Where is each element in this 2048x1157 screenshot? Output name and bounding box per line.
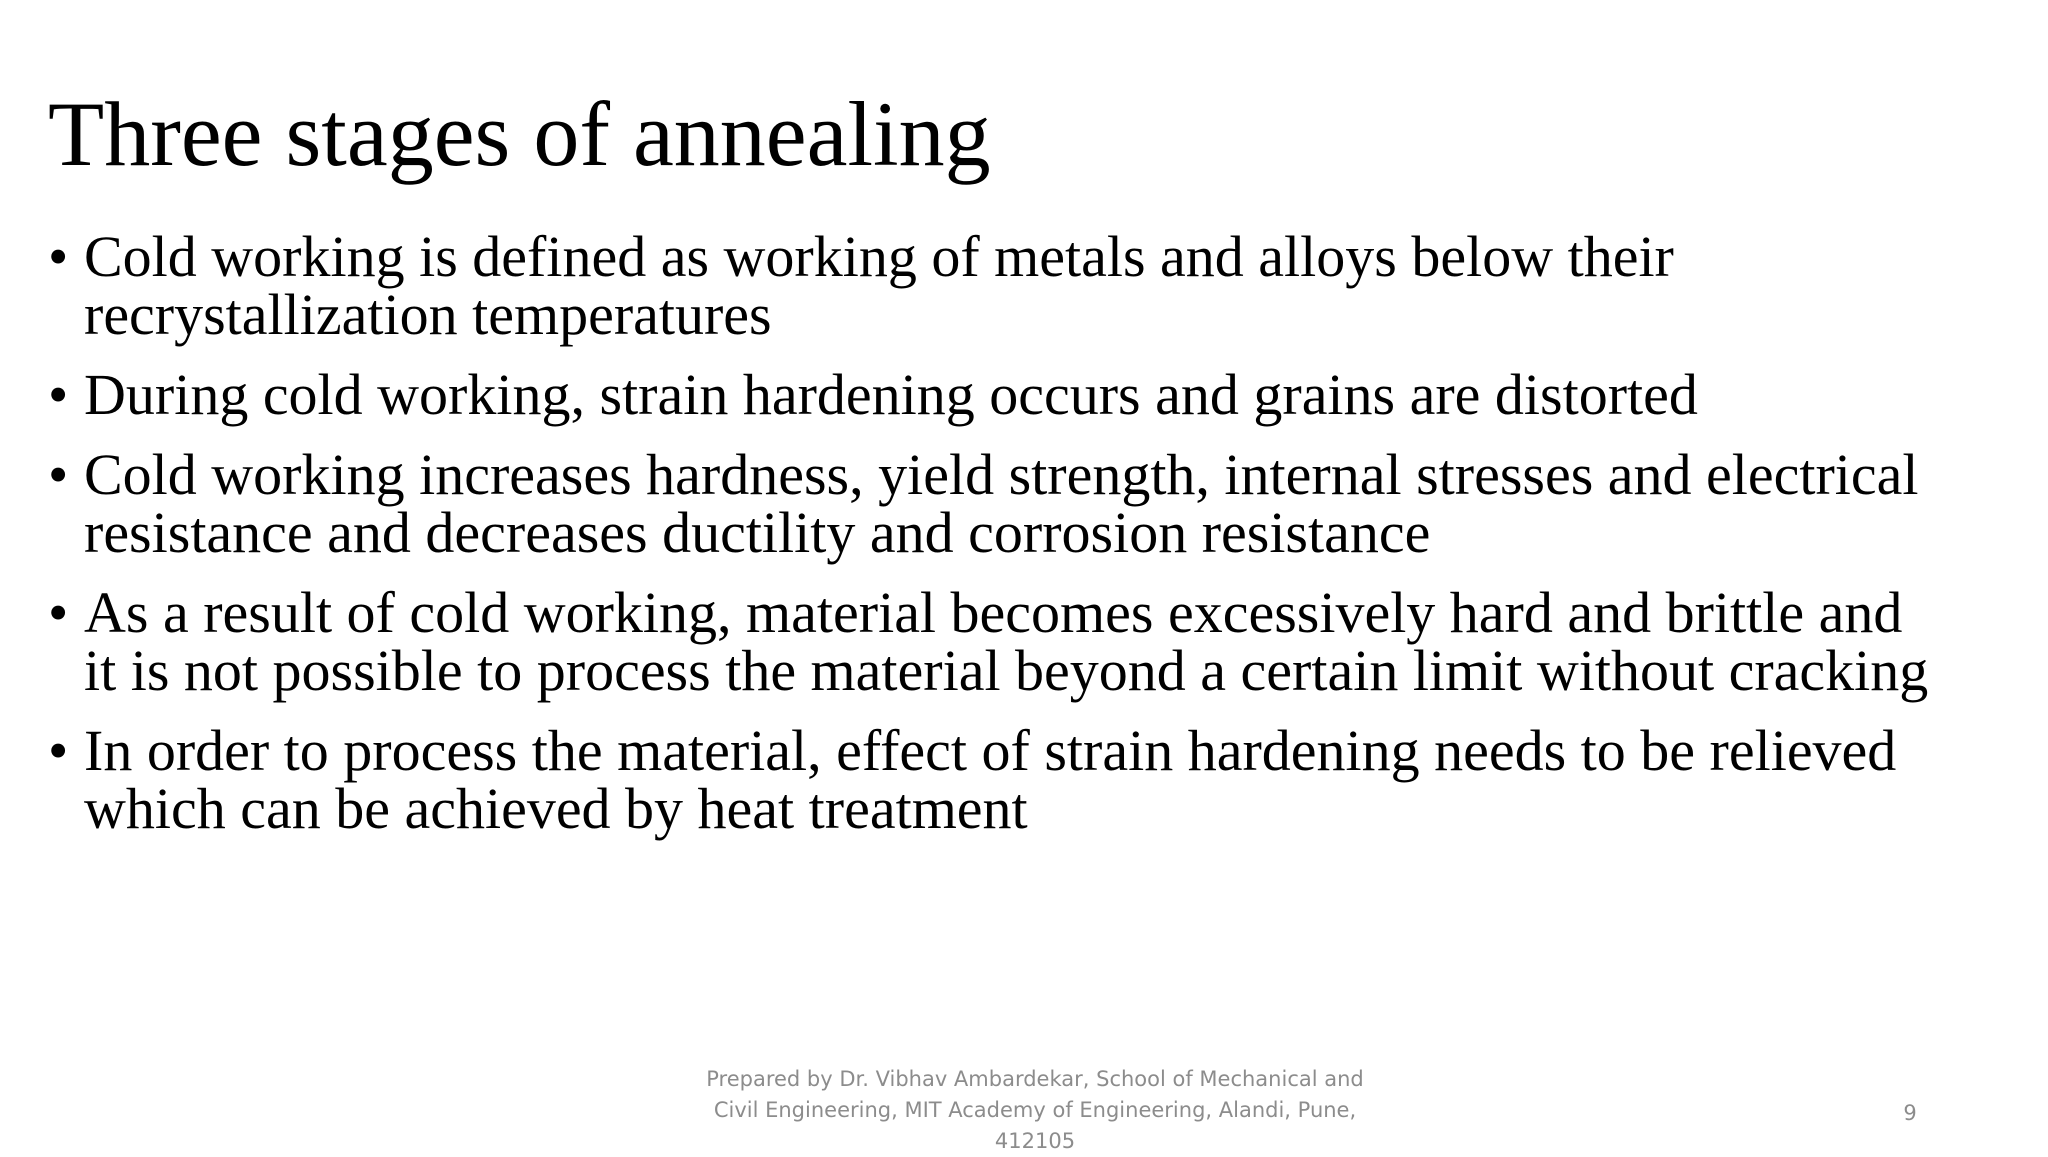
bullet-item bbox=[48, 362, 1948, 427]
bullet-text: During cold working, strain hardening occurs and grains are distorted bbox=[84, 362, 1698, 427]
footer-line: Civil Engineering, MIT Academy of Engineering, Alandi, Pune, bbox=[713, 1098, 1357, 1122]
bullet-text: In order to process the material, effect of strain hardening needs to be relieved which can be achieved by heat treatment bbox=[84, 718, 1897, 841]
bullet-list bbox=[48, 224, 1948, 860]
bullet-marker: • bbox=[48, 718, 69, 783]
bullet-item bbox=[48, 718, 1948, 841]
slide-title: Three stages of annealing bbox=[48, 83, 991, 185]
bullet-text: Cold working is defined as working of metals and alloys below their recrystallization temperatures bbox=[84, 224, 1674, 347]
page-number: 9 bbox=[1903, 1101, 1917, 1125]
slide-footer bbox=[690, 1064, 1380, 1157]
bullet-text: As a result of cold working, material becomes excessively hard and brittle and it is not possible to process the material beyond a certain limit without cracking bbox=[84, 580, 1929, 703]
bullet-marker: • bbox=[48, 224, 69, 289]
footer-line: Prepared by Dr. Vibhav Ambardekar, School of Mechanical and bbox=[706, 1067, 1364, 1091]
bullet-item bbox=[48, 442, 1948, 565]
bullet-marker: • bbox=[48, 362, 69, 427]
bullet-text: Cold working increases hardness, yield strength, internal stresses and electrical resistance and decreases ductility and corrosion resistance bbox=[84, 442, 1919, 565]
footer-line: 412105 bbox=[994, 1129, 1076, 1153]
bullet-item bbox=[48, 580, 1948, 703]
bullet-marker: • bbox=[48, 442, 69, 507]
bullet-marker: • bbox=[48, 580, 69, 645]
bullet-item bbox=[48, 224, 1948, 347]
